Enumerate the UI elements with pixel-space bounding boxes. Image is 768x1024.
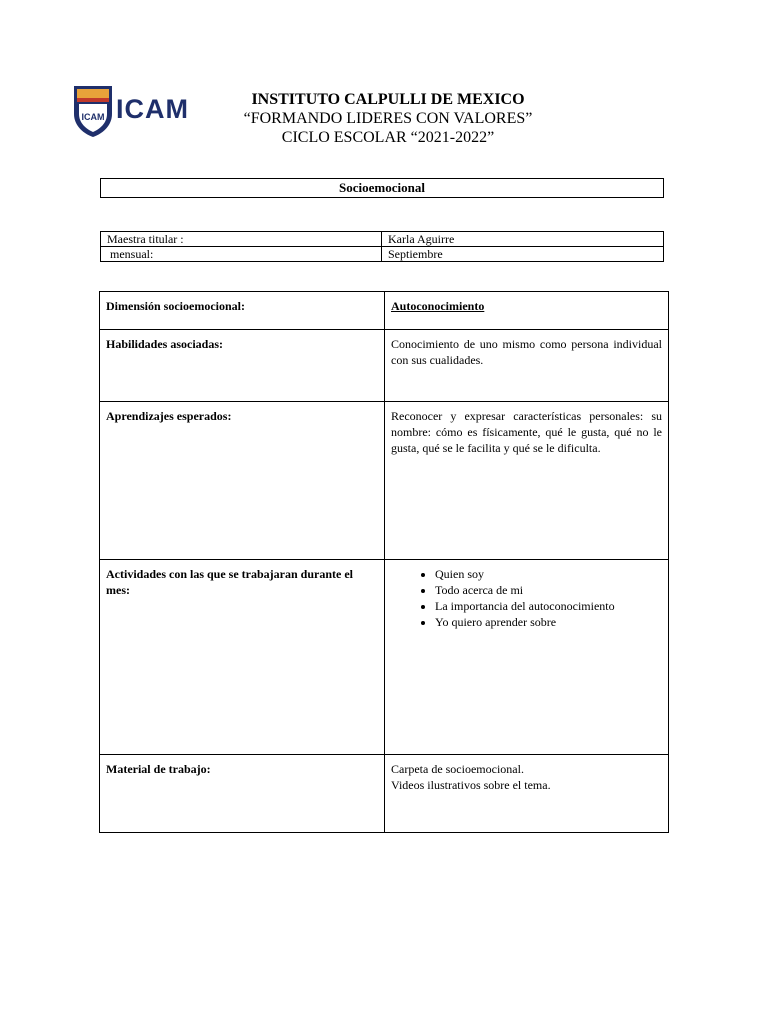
list-item: • Todo acerca de mi [435,582,662,598]
shield-emblem-icon [72,84,114,138]
school-logo [72,84,202,140]
table-row [100,402,669,560]
badge-text: ICAM [81,112,105,122]
table-row [100,560,669,755]
dimension-value: Autoconocimiento [391,299,485,313]
material-line: Carpeta de socioemocional. [391,762,524,776]
monthly-value: Septiembre [382,247,664,262]
material-label: Material de trabajo: [100,755,385,833]
info-table [100,231,664,262]
plan-table [99,291,669,833]
material-line: Videos ilustrativos sobre el tema. [391,778,551,792]
document-header [190,90,586,147]
teacher-value: Karla Aguirre [382,232,664,247]
teacher-label: Maestra titular : [101,232,382,247]
table-row [100,755,669,833]
activities-label: Actividades con las que se trabajaran durante el mes: [100,560,385,755]
school-cycle: CICLO ESCOLAR “2021-2022” [281,129,495,146]
logo-text: ICAM [116,94,189,124]
dimension-label: Dimensión socioemocional: [100,292,385,330]
table-row [100,292,669,330]
table-row [101,247,664,262]
skills-label: Habilidades asociadas: [100,330,385,402]
institution-name: INSTITUTO CALPULLI DE MEXICO [251,91,525,108]
skills-value: Conocimiento de uno mismo como persona individual con sus cualidades. [385,330,669,402]
table-row [101,232,664,247]
subject-title: Socioemocional [100,178,664,198]
material-cell [385,755,669,833]
monthly-label: mensual: [101,247,382,262]
list-item: • Yo quiero aprender sobre [435,614,662,630]
learning-value: Reconocer y expresar características personales: su nombre: cómo es físicamente, qué le gusta, qué no le gusta, qué se le facilita y qué se le dificulta. [385,402,669,560]
list-item: • Quien soy [435,566,662,582]
activities-cell [385,560,669,755]
list-item: • La importancia del autoconocimiento [435,598,662,614]
activities-list [391,566,662,630]
learning-label: Aprendizajes esperados: [100,402,385,560]
table-row [100,330,669,402]
institution-motto: “FORMANDO LIDERES CON VALORES” [243,110,533,127]
